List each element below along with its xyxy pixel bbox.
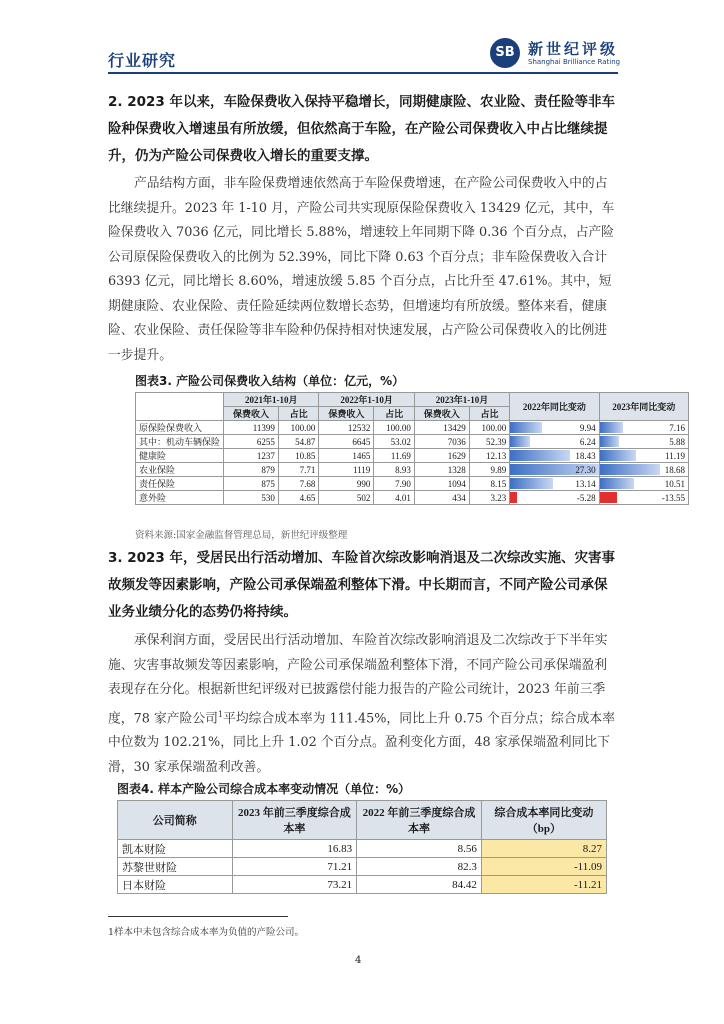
table4-header: 2023 年前三季度综合成本率 bbox=[232, 801, 357, 840]
table4-change: -11.09 bbox=[481, 858, 606, 876]
change-bar-2022 bbox=[510, 436, 530, 447]
table3-cell: 502 bbox=[319, 491, 374, 505]
table4-company: 苏黎世财险 bbox=[118, 858, 233, 876]
table4-header: 2022 年前三季度综合成本率 bbox=[357, 801, 482, 840]
table3-cell: 9.89 bbox=[469, 463, 510, 477]
table3-change-header: 2022年同比变动 bbox=[510, 393, 599, 421]
table3-sub-header: 保费收入 bbox=[224, 407, 279, 421]
table3-cell: 1629 bbox=[414, 449, 469, 463]
change-bar-2023 bbox=[600, 436, 619, 447]
table3-row-label: 原保险保费收入 bbox=[136, 421, 224, 435]
table3-row-label: 其中：机动车辆保险 bbox=[136, 435, 224, 449]
table3-cell: 530 bbox=[224, 491, 279, 505]
table4-ratio-2022: 82.3 bbox=[357, 858, 482, 876]
table3-source: 资料来源:国家金融监督管理总局，新世纪评级整理 bbox=[135, 530, 348, 541]
table3-change-2022: 9.94 bbox=[510, 421, 599, 435]
table3-cell: 8.93 bbox=[374, 463, 415, 477]
header-divider bbox=[108, 72, 618, 74]
table3-change-2022: 6.24 bbox=[510, 435, 599, 449]
table3-cell: 1465 bbox=[319, 449, 374, 463]
table3-row-label: 健康险 bbox=[136, 449, 224, 463]
company-logo bbox=[490, 36, 620, 72]
change-bar-2022 bbox=[510, 422, 542, 433]
logo-mark-icon: SB bbox=[490, 38, 520, 68]
premium-structure-table bbox=[135, 392, 689, 505]
table3-period-header: 2022年1-10月 bbox=[319, 393, 414, 407]
table4-company: 日本财险 bbox=[118, 876, 233, 894]
table3-cell: 3.23 bbox=[469, 491, 510, 505]
table4-header: 公司简称 bbox=[118, 801, 233, 840]
section3-heading: 3. 2023 年，受居民出行活动增加、车险首次综改影响消退及二次综改实施、灾害事故频发等因素影响，产险公司承保端盈利整体下滑。中长期而言，不同产险公司承保业务业绩分化的态势仍将持续。 bbox=[108, 550, 615, 620]
table3-cell: 875 bbox=[224, 477, 279, 491]
table3-row bbox=[136, 449, 689, 463]
change-bar-2023 bbox=[600, 450, 636, 461]
section2-paragraph: 产品结构方面，非车险保费增速依然高于车险保费增速，在产险公司保费收入中的占比继续提升。2023 年 1-10 月，产险公司共实现原保险保费收入 13429 亿元，其中，车险保费收入 7036 亿元，同比增长 5.88%，增速较上年同期下降 0.36 个百分点，占产险公司原保险保费收入的比例为 52.39%，同比下降 0.63 个百分点；非车险保费收入合计 6393 亿元，同比增长 8.60%，增速放缓 5.85 个百分点，占比升至 47.61%。其中，短期健康险、农业保险、责任险延续两位数增长态势，但增速均有所放缓。整体来看，健康险、农业保险、责任保险等非车险种仍保持相对快速发展，占产险公司保费收入的比例进一步提升。 bbox=[108, 176, 615, 363]
table3-period-header: 2021年1-10月 bbox=[224, 393, 319, 407]
table3-row bbox=[136, 463, 689, 477]
logo-english-name: Shanghai Brilliance Rating bbox=[528, 58, 621, 66]
table3-cell: 1094 bbox=[414, 477, 469, 491]
section3-paragraph bbox=[108, 629, 618, 780]
table3-change-2022: 18.43 bbox=[510, 449, 599, 463]
table4-row bbox=[118, 840, 607, 858]
change-bar-2023 bbox=[600, 478, 634, 489]
table3-change-2023: 5.88 bbox=[599, 435, 688, 449]
table3-cell: 1328 bbox=[414, 463, 469, 477]
table4-ratio-2022: 8.56 bbox=[357, 840, 482, 858]
table3-row-label: 责任保险 bbox=[136, 477, 224, 491]
table3-sub-header: 占比 bbox=[278, 407, 319, 421]
table3-cell: 7.90 bbox=[374, 477, 415, 491]
table4-ratio-2023: 73.21 bbox=[232, 876, 357, 894]
header-section-title: 行业研究 bbox=[108, 51, 177, 70]
section3-paragraph-part2: 平均综合成本率为 111.45%，同比上升 0.75 个百分点；综合成本率中位数为 102.21%，同比上升 1.02 个百分点。盈利变化方面，48 家承保端盈利同比下滑，30 家承保端盈利改善。 bbox=[108, 710, 615, 775]
table3-period-header: 2023年1-10月 bbox=[414, 393, 509, 407]
table4-ratio-2022: 84.42 bbox=[357, 876, 482, 894]
table4-change: -11.21 bbox=[481, 876, 606, 894]
combined-ratio-table bbox=[117, 800, 607, 894]
table3-change-2023: 7.16 bbox=[599, 421, 688, 435]
footnote-text: 1样本中未包含综合成本率为负值的产险公司。 bbox=[108, 927, 305, 938]
table3-cell: 6645 bbox=[319, 435, 374, 449]
table4-row bbox=[118, 858, 607, 876]
table3-cell: 990 bbox=[319, 477, 374, 491]
table3-row bbox=[136, 477, 689, 491]
table4-header: 综合成本率同比变动（bp） bbox=[481, 801, 606, 840]
table4-ratio-2023: 16.83 bbox=[232, 840, 357, 858]
table3-cell: 10.85 bbox=[278, 449, 319, 463]
table3-cell: 879 bbox=[224, 463, 279, 477]
table3-row bbox=[136, 435, 689, 449]
table3-change-2022: 27.30 bbox=[510, 463, 599, 477]
footnote-marker: 1 bbox=[217, 709, 224, 719]
table3-change-2023: -13.55 bbox=[599, 491, 688, 505]
table3-cell: 4.65 bbox=[278, 491, 319, 505]
table3-cell: 7.68 bbox=[278, 477, 319, 491]
change-bar-2022 bbox=[510, 478, 553, 489]
table3-cell: 8.15 bbox=[469, 477, 510, 491]
table3-cell: 1119 bbox=[319, 463, 374, 477]
table3-corner bbox=[136, 393, 224, 421]
table3-cell: 54.87 bbox=[278, 435, 319, 449]
table3-change-2023: 10.51 bbox=[599, 477, 688, 491]
table4-ratio-2023: 71.21 bbox=[232, 858, 357, 876]
logo-chinese-name: 新世纪评级 bbox=[528, 40, 619, 58]
table3-cell: 53.02 bbox=[374, 435, 415, 449]
table3-cell: 52.39 bbox=[469, 435, 510, 449]
page-number: 4 bbox=[355, 955, 362, 966]
table3-cell: 434 bbox=[414, 491, 469, 505]
table3-row bbox=[136, 421, 689, 435]
section3-paragraph-part1: 承保利润方面，受居民出行活动增加、车险首次综改影响消退及二次综改于下半年实施、灾害事故频发等因素影响，产险公司承保端盈利整体下滑，不同产险公司承保端盈利表现存在分化。根据新世纪评级对已披露偿付能力报告的产险公司统计，2023 年前三季度，78 家产险公司 bbox=[108, 633, 608, 726]
table3-cell: 11399 bbox=[224, 421, 279, 435]
table3-title: 图表3. 产险公司保费收入结构（单位：亿元，%） bbox=[135, 374, 405, 388]
change-bar-2022 bbox=[510, 450, 570, 461]
table3-cell: 6255 bbox=[224, 435, 279, 449]
change-bar-2023 bbox=[600, 464, 660, 475]
table3-change-header: 2023年同比变动 bbox=[599, 393, 688, 421]
footnote-divider bbox=[108, 916, 288, 917]
table3-cell: 11.69 bbox=[374, 449, 415, 463]
table3-cell: 7036 bbox=[414, 435, 469, 449]
table3-row-label: 农业保险 bbox=[136, 463, 224, 477]
table4-change: 8.27 bbox=[481, 840, 606, 858]
table3-sub-header: 保费收入 bbox=[414, 407, 469, 421]
table3-change-2022: 13.14 bbox=[510, 477, 599, 491]
table3-change-2022: -5.28 bbox=[510, 491, 599, 505]
section2-heading: 2. 2023 年以来，车险保费收入保持平稳增长，同期健康险、农业险、责任险等非车险种保费收入增速虽有所放缓，但依然高于车险，在产险公司保费收入中占比继续提升，仍为产险公司保费收入增长的重要支撑。 bbox=[108, 94, 615, 164]
table3-cell: 100.00 bbox=[278, 421, 319, 435]
table4-title: 图表4. 样本产险公司综合成本率变动情况（单位：%） bbox=[117, 782, 411, 796]
table3-cell: 1237 bbox=[224, 449, 279, 463]
table3-cell: 12.13 bbox=[469, 449, 510, 463]
table3-cell: 12532 bbox=[319, 421, 374, 435]
table3-row-label: 意外险 bbox=[136, 491, 224, 505]
table4-row bbox=[118, 876, 607, 894]
table3-change-2023: 18.68 bbox=[599, 463, 688, 477]
change-bar-2023 bbox=[600, 492, 618, 503]
table3-cell: 100.00 bbox=[469, 421, 510, 435]
table3-row bbox=[136, 491, 689, 505]
table3-cell: 4.01 bbox=[374, 491, 415, 505]
table3-sub-header: 保费收入 bbox=[319, 407, 374, 421]
table4-company: 凯本财险 bbox=[118, 840, 233, 858]
table3-change-2023: 11.19 bbox=[599, 449, 688, 463]
table3-cell: 13429 bbox=[414, 421, 469, 435]
change-bar-2023 bbox=[600, 422, 623, 433]
table3-cell: 100.00 bbox=[374, 421, 415, 435]
change-bar-2022 bbox=[510, 492, 517, 503]
table3-sub-header: 占比 bbox=[469, 407, 510, 421]
table3-cell: 7.71 bbox=[278, 463, 319, 477]
table3-sub-header: 占比 bbox=[374, 407, 415, 421]
